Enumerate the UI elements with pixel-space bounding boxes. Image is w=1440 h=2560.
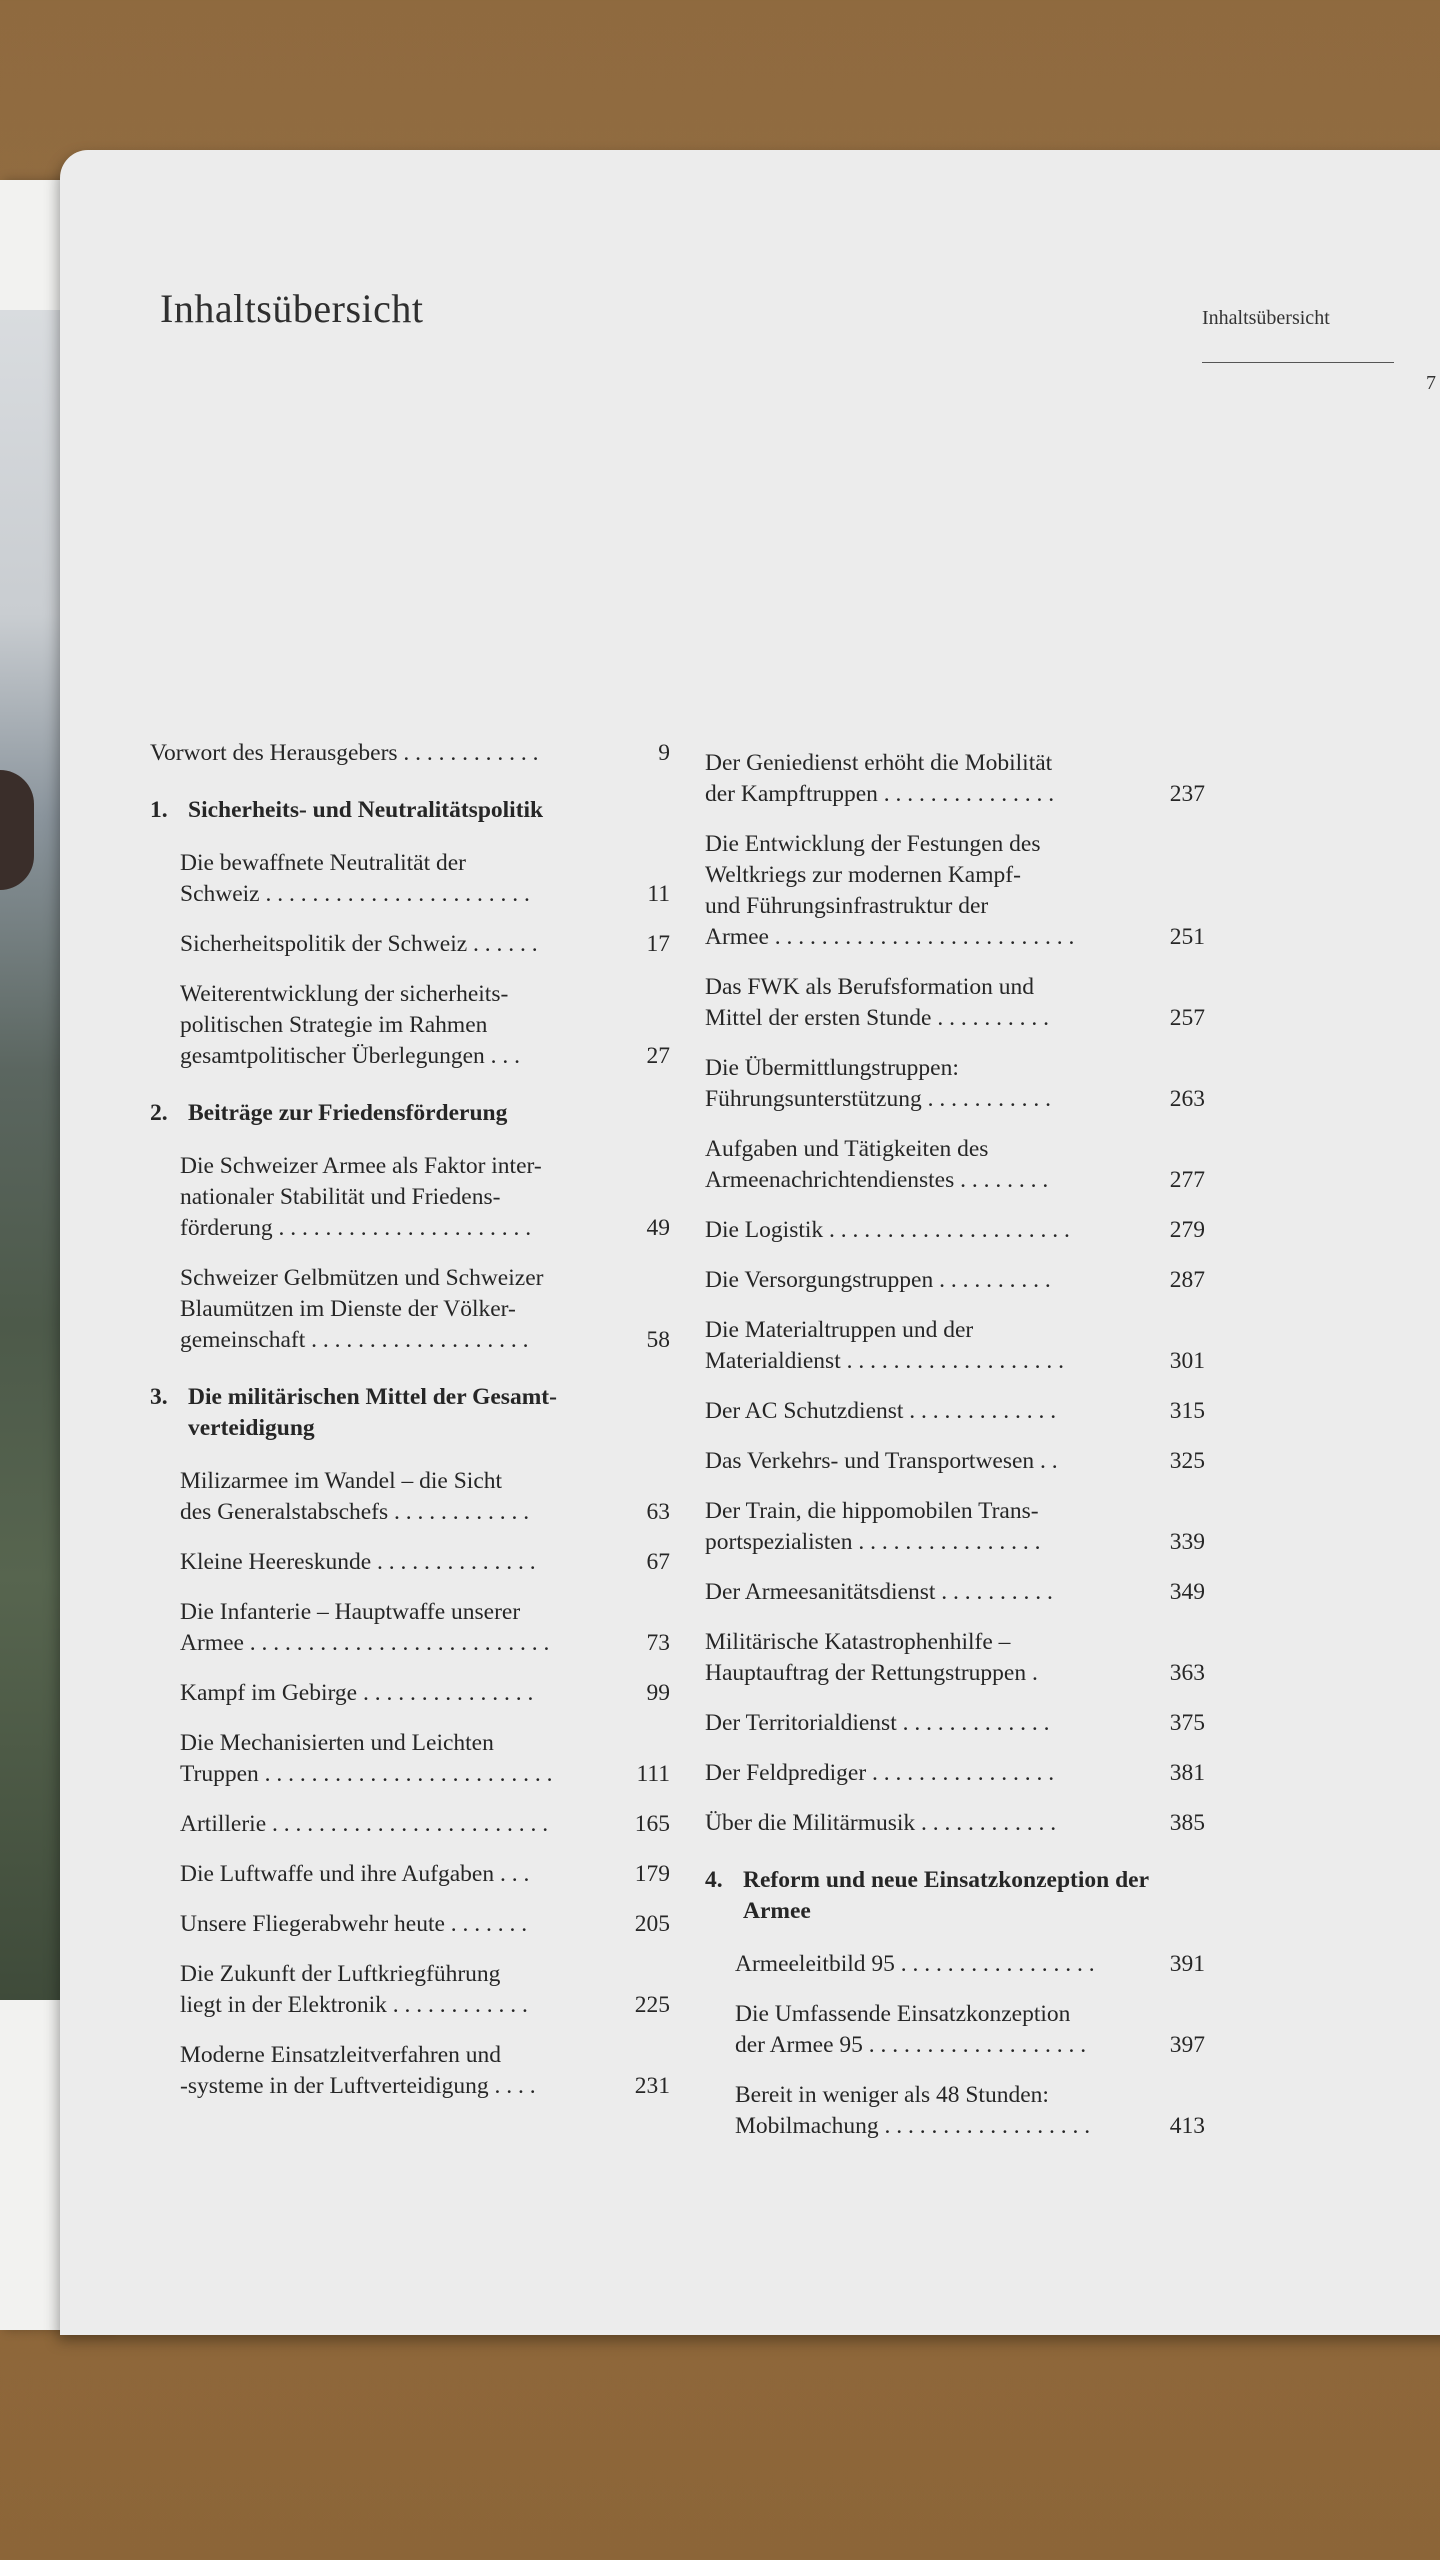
toc-entry-page: 397: [1169, 2032, 1205, 2058]
toc-entry-title: [180, 1466, 616, 1528]
toc-entry-title: [705, 972, 1151, 1034]
toc-entry-line: Die Umfassende Einsatzkonzeption: [735, 2001, 1071, 2027]
toc-entry-page: 9: [658, 740, 670, 766]
toc-entry-line: Aufgaben und Tätigkeiten des: [705, 1136, 989, 1162]
toc-entry-line: Der Armeesanitätsdienst . . . . . . . . . .: [705, 1579, 1053, 1605]
toc-entry-line: Mobilmachung . . . . . . . . . . . . . . . . . .: [735, 2113, 1091, 2139]
toc-entry-line: Der Train, die hippomobilen Trans-: [705, 1498, 1039, 1524]
toc-entry[interactable]: [705, 1396, 1205, 1427]
toc-entry[interactable]: [150, 1728, 670, 1790]
toc-entry-line: Der Feldprediger . . . . . . . . . . . . . . . .: [705, 1760, 1055, 1786]
toc-entry-line: Die Luftwaffe und ihre Aufgaben . . .: [180, 1861, 530, 1887]
toc-entry-page: 257: [1169, 1005, 1205, 1031]
toc-entry[interactable]: [705, 1758, 1205, 1789]
page-title: Inhaltsübersicht: [160, 286, 424, 331]
toc-section-title: Reform und neue Einsatzkonzeption der Armee: [743, 1867, 1149, 1924]
toc-entry-line: Weiterentwicklung der sicherheits-: [180, 981, 509, 1007]
toc-entry[interactable]: [705, 1627, 1205, 1689]
toc-right-column: [705, 748, 1205, 2161]
toc-section-number: 1.: [150, 797, 168, 823]
toc-entry-line: liegt in der Elektronik . . . . . . . . . . . .: [180, 1992, 528, 2018]
toc-entry-line: Sicherheitspolitik der Schweiz . . . . . .: [180, 931, 538, 957]
toc-entry-line: Mittel der ersten Stunde . . . . . . . . . .: [705, 1005, 1049, 1031]
toc-section-title: Sicherheits- und Neutralitätspolitik: [188, 797, 544, 823]
toc-entry[interactable]: [150, 1809, 670, 1840]
toc-entry-page: 263: [1169, 1086, 1205, 1112]
toc-entry-title: [705, 1265, 1151, 1296]
toc-entry-page: 277: [1169, 1167, 1205, 1193]
toc-entry-title: [705, 1758, 1151, 1789]
toc-entry-title: [705, 1053, 1151, 1115]
toc-entry-line: Unsere Fliegerabwehr heute . . . . . . .: [180, 1911, 528, 1937]
toc-entry-page: 58: [646, 1327, 670, 1353]
toc-left-column: [150, 738, 670, 2121]
toc-entry-title: [180, 979, 616, 1072]
toc-entry-page: 375: [1169, 1710, 1205, 1736]
toc-section-number: 3.: [150, 1384, 168, 1410]
toc-entry-page: 17: [646, 931, 670, 957]
toc-entry-title: [705, 1708, 1151, 1739]
toc-entry[interactable]: [705, 829, 1205, 953]
toc-entry-line: Die Materialtruppen und der: [705, 1317, 974, 1343]
toc-entry[interactable]: [150, 1547, 670, 1578]
toc-entry-line: Die Übermittlungstruppen:: [705, 1055, 959, 1081]
toc-entry-line: und Führungsinfrastruktur der: [705, 893, 989, 919]
toc-entry-title: [705, 1446, 1151, 1477]
toc-entry-title: [180, 1263, 616, 1356]
toc-entry-line: Die Versorgungstruppen . . . . . . . . . .: [705, 1267, 1051, 1293]
toc-entry-page: 27: [646, 1043, 670, 1069]
toc-entry-line: Die Infanterie – Hauptwaffe unserer: [180, 1599, 521, 1625]
toc-entry-line: Die Schweizer Armee als Faktor inter-: [180, 1153, 542, 1179]
toc-entry-page: 251: [1169, 924, 1205, 950]
toc-entry[interactable]: [705, 2080, 1205, 2142]
toc-entry-line: politischen Strategie im Rahmen: [180, 1012, 488, 1038]
toc-entry-line: der Armee 95 . . . . . . . . . . . . . . . . . . .: [735, 2032, 1087, 2058]
toc-entry-line: Militärische Katastrophenhilfe –: [705, 1629, 1011, 1655]
toc-entry[interactable]: [705, 1949, 1205, 1980]
toc-entry-title: [180, 1597, 616, 1659]
toc-entry-title: [705, 1808, 1151, 1839]
toc-entry[interactable]: [150, 2040, 670, 2102]
toc-entry[interactable]: [150, 738, 670, 769]
toc-entry-line: Die Entwicklung der Festungen des: [705, 831, 1041, 857]
toc-entry-title: [705, 1396, 1151, 1427]
toc-section-heading: [150, 795, 670, 826]
toc-entry[interactable]: [150, 929, 670, 960]
toc-entry[interactable]: [705, 1134, 1205, 1196]
toc-entry-line: portspezialisten . . . . . . . . . . . . . . . .: [705, 1529, 1041, 1555]
toc-entry-line: Die Mechanisierten und Leichten: [180, 1730, 494, 1756]
toc-entry-line: des Generalstabschefs . . . . . . . . . . . .: [180, 1499, 530, 1525]
running-head-rule: [1202, 362, 1394, 363]
toc-entry-line: gesamtpolitischer Überlegungen . . .: [180, 1043, 521, 1069]
running-head: Inhaltsübersicht: [1202, 307, 1330, 329]
toc-entry-title: [150, 738, 616, 769]
toc-entry[interactable]: [705, 748, 1205, 810]
toc-entry-page: 205: [634, 1911, 670, 1937]
toc-entry-line: förderung . . . . . . . . . . . . . . . . . . . . . .: [180, 1215, 532, 1241]
toc-section-number: 4.: [705, 1867, 723, 1893]
toc-section-number: 2.: [150, 1100, 168, 1126]
toc-section-heading: [705, 1865, 1205, 1927]
toc-entry-line: Die Logistik . . . . . . . . . . . . . . . . . . . . .: [705, 1217, 1070, 1243]
toc-entry-line: Das Verkehrs- und Transportwesen . .: [705, 1448, 1058, 1474]
toc-entry[interactable]: [150, 1263, 670, 1356]
toc-entry[interactable]: [150, 848, 670, 910]
toc-entry-title: [180, 1151, 616, 1244]
toc-entry-title: [180, 1909, 616, 1940]
toc-entry[interactable]: [705, 1265, 1205, 1296]
toc-entry-page: 381: [1169, 1760, 1205, 1786]
toc-entry-line: nationaler Stabilität und Friedens-: [180, 1184, 501, 1210]
toc-entry[interactable]: [150, 1909, 670, 1940]
toc-entry[interactable]: [705, 1053, 1205, 1115]
page-number: 7: [1426, 372, 1436, 394]
toc-entry-line: Weltkriegs zur modernen Kampf-: [705, 862, 1021, 888]
toc-entry[interactable]: [150, 1597, 670, 1659]
toc-entry-line: Kleine Heereskunde . . . . . . . . . . . . . .: [180, 1549, 536, 1575]
toc-entry-page: 111: [636, 1761, 670, 1787]
toc-entry[interactable]: [150, 1859, 670, 1890]
toc-entry-line: Materialdienst . . . . . . . . . . . . . . . . . . .: [705, 1348, 1064, 1374]
toc-entry[interactable]: [150, 979, 670, 1072]
toc-entry-page: 179: [634, 1861, 670, 1887]
toc-entry-title: [735, 2080, 1151, 2142]
toc-entry-line: Die Zukunft der Luftkriegführung: [180, 1961, 501, 1987]
toc-entry-page: 363: [1169, 1660, 1205, 1686]
toc-entry-title: [705, 1315, 1151, 1377]
toc-section-heading: [150, 1098, 670, 1129]
toc-entry-line: Vorwort des Herausgebers . . . . . . . . . . . .: [150, 740, 539, 766]
toc-entry-page: 325: [1169, 1448, 1205, 1474]
toc-entry-line: Bereit in weniger als 48 Stunden:: [735, 2082, 1049, 2108]
toc-entry-page: 349: [1169, 1579, 1205, 1605]
toc-entry-page: 287: [1169, 1267, 1205, 1293]
toc-entry[interactable]: [150, 1466, 670, 1528]
toc-entry-title: [705, 748, 1151, 810]
toc-entry-title: [735, 1949, 1151, 1980]
toc-entry-line: Der Geniedienst erhöht die Mobilität: [705, 750, 1053, 776]
toc-entry-line: der Kampftruppen . . . . . . . . . . . . . . .: [705, 781, 1055, 807]
toc-entry-title: [180, 1728, 616, 1790]
toc-entry-page: 63: [646, 1499, 670, 1525]
toc-entry-title: [180, 2040, 616, 2102]
toc-entry-page: 385: [1169, 1810, 1205, 1836]
toc-entry-title: [180, 1959, 616, 2021]
toc-entry[interactable]: [705, 1446, 1205, 1477]
toc-entry[interactable]: [705, 1315, 1205, 1377]
toc-entry-title: [705, 1496, 1151, 1558]
toc-entry-page: 225: [634, 1992, 670, 2018]
toc-entry-page: 165: [634, 1811, 670, 1837]
toc-entry[interactable]: [705, 1999, 1205, 2061]
toc-section-title: Beiträge zur Friedensförderung: [188, 1100, 508, 1126]
toc-entry-line: Armeeleitbild 95 . . . . . . . . . . . . . . . . .: [735, 1951, 1095, 1977]
toc-entry-title: [180, 848, 616, 910]
toc-entry-title: [180, 1547, 616, 1578]
toc-entry-page: 301: [1169, 1348, 1205, 1374]
photo-rock-detail: [0, 770, 34, 890]
toc-entry-page: 237: [1169, 781, 1205, 807]
toc-entry[interactable]: [705, 1577, 1205, 1608]
toc-entry-page: 49: [646, 1215, 670, 1241]
toc-entry-line: Armee . . . . . . . . . . . . . . . . . . . . . . . . . .: [705, 924, 1075, 950]
toc-entry-page: 391: [1169, 1951, 1205, 1977]
toc-entry-title: [705, 1577, 1151, 1608]
toc-entry-line: Kampf im Gebirge . . . . . . . . . . . . . . .: [180, 1680, 534, 1706]
toc-section-title: Die militärischen Mittel der Gesamt-verteidigung: [188, 1384, 557, 1441]
toc-entry-page: 73: [646, 1630, 670, 1656]
toc-entry-line: Der AC Schutzdienst . . . . . . . . . . . . .: [705, 1398, 1057, 1424]
toc-entry-line: Schweizer Gelbmützen und Schweizer: [180, 1265, 544, 1291]
toc-entry-line: Führungsunterstützung . . . . . . . . . . .: [705, 1086, 1051, 1112]
toc-entry-title: [735, 1999, 1151, 2061]
toc-entry-line: Armeenachrichtendienstes . . . . . . . .: [705, 1167, 1049, 1193]
toc-entry-page: 279: [1169, 1217, 1205, 1243]
toc-entry-page: 67: [646, 1549, 670, 1575]
toc-entry-line: Truppen . . . . . . . . . . . . . . . . . . . . . . . . .: [180, 1761, 553, 1787]
toc-entry-line: Blaumützen im Dienste der Völker-: [180, 1296, 516, 1322]
toc-entry-line: Schweiz . . . . . . . . . . . . . . . . . . . . . . .: [180, 881, 530, 907]
toc-entry[interactable]: [705, 972, 1205, 1034]
toc-entry[interactable]: [705, 1496, 1205, 1558]
toc-entry-title: [180, 1859, 616, 1890]
toc-entry[interactable]: [150, 1959, 670, 2021]
toc-entry-title: [705, 1627, 1151, 1689]
toc-entry-line: Armee . . . . . . . . . . . . . . . . . . . . . . . . . .: [180, 1630, 550, 1656]
toc-entry-page: 99: [646, 1680, 670, 1706]
toc-entry-line: Der Territorialdienst . . . . . . . . . . . . .: [705, 1710, 1050, 1736]
toc-entry-line: Milizarmee im Wandel – die Sicht: [180, 1468, 503, 1494]
toc-entry-page: 11: [647, 881, 670, 907]
toc-entry[interactable]: [705, 1215, 1205, 1246]
toc-entry-line: gemeinschaft . . . . . . . . . . . . . . . . . . .: [180, 1327, 529, 1353]
toc-entry-title: [180, 1809, 616, 1840]
toc-entry-line: Moderne Einsatzleitverfahren und: [180, 2042, 502, 2068]
toc-entry-line: Das FWK als Berufsformation und: [705, 974, 1034, 1000]
toc-entry-page: 231: [634, 2073, 670, 2099]
toc-entry[interactable]: [150, 1678, 670, 1709]
toc-entry-title: [705, 1134, 1151, 1196]
toc-entry-line: -systeme in der Luftverteidigung . . . .: [180, 2073, 536, 2099]
toc-entry[interactable]: [705, 1808, 1205, 1839]
toc-entry[interactable]: [705, 1708, 1205, 1739]
toc-entry-title: [705, 1215, 1151, 1246]
toc-entry-page: 413: [1169, 2113, 1205, 2139]
toc-entry-line: Hauptauftrag der Rettungstruppen .: [705, 1660, 1038, 1686]
toc-entry-page: 339: [1169, 1529, 1205, 1555]
toc-entry-line: Die bewaffnete Neutralität der: [180, 850, 466, 876]
toc-entry-title: [180, 1678, 616, 1709]
toc-entry-page: 315: [1169, 1398, 1205, 1424]
toc-entry[interactable]: [150, 1151, 670, 1244]
toc-entry-title: [705, 829, 1151, 953]
toc-entry-line: Artillerie . . . . . . . . . . . . . . . . . . . . . . . .: [180, 1811, 549, 1837]
toc-entry-line: Über die Militärmusik . . . . . . . . . . . .: [705, 1810, 1057, 1836]
toc-section-heading: [150, 1382, 670, 1444]
toc-entry-title: [180, 929, 616, 960]
